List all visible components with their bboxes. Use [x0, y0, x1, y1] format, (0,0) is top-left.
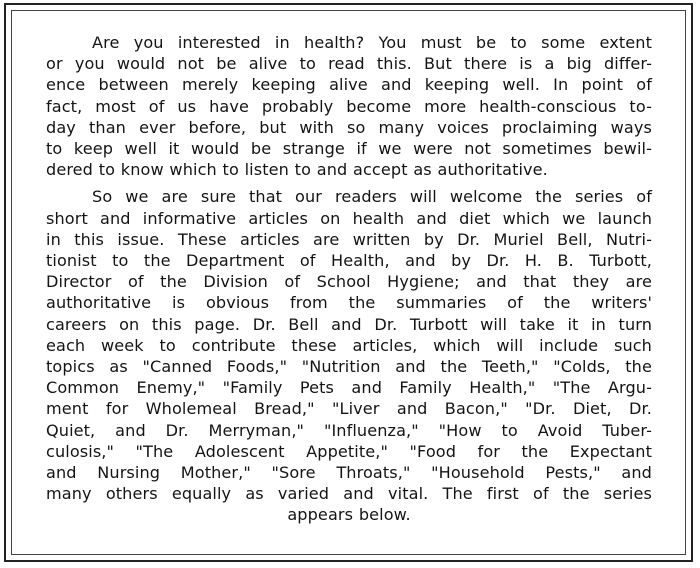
- article-paragraph-1: [46, 32, 652, 180]
- text-line: careers on this page. Dr. Bell and Dr. Turbott will take it in turn: [46, 314, 652, 334]
- text-line: Director of the Division of School Hygiene; and that they are: [46, 272, 652, 292]
- text-line: short and informative articles on health and diet which we launch: [46, 208, 652, 228]
- text-line: day than ever before, but with so many voices proclaiming ways: [46, 117, 652, 137]
- article-text: [46, 32, 652, 526]
- text-line: ence between merely keeping alive and keeping well. In point of: [46, 75, 652, 95]
- text-line: Common Enemy," "Family Pets and Family Health," "The Argu-: [46, 378, 652, 398]
- text-line: many others equally as varied and vital. The first of the series: [46, 484, 652, 504]
- text-line: fact, most of us have probably become more health-conscious to-: [46, 96, 652, 116]
- text-line: Are you interested in health? You must be to some extent: [92, 33, 652, 52]
- text-line: dered to know which to listen to and accept as authoritative.: [46, 160, 548, 180]
- text-line: in this issue. These articles are written by Dr. Muriel Bell, Nutri-: [46, 229, 652, 249]
- text-line: to keep well it would be strange if we were not sometimes bewil-: [46, 139, 652, 159]
- article-paragraph-2: [46, 186, 652, 525]
- text-line: and Nursing Mother," "Sore Throats," "Household Pests," and: [46, 463, 652, 483]
- text-line: or you would not be alive to read this. But there is a big differ-: [46, 54, 652, 74]
- text-line: tionist to the Department of Health, and by Dr. H. B. Turbott,: [46, 251, 652, 271]
- text-line: each week to contribute these articles, which will include such: [46, 335, 652, 355]
- text-line: So we are sure that our readers will welcome the series of: [92, 187, 652, 207]
- text-line: Quiet, and Dr. Merryman," "Influenza," "How to Avoid Tuber-: [46, 420, 652, 440]
- text-line: culosis," "The Adolescent Appetite," "Food for the Expectant: [46, 441, 652, 461]
- text-line: topics as "Canned Foods," "Nutrition and the Teeth," "Colds, the: [46, 357, 652, 377]
- text-line: appears below.: [287, 505, 411, 525]
- text-line: ment for Wholemeal Bread," "Liver and Bacon," "Dr. Diet, Dr.: [46, 399, 652, 419]
- text-line: authoritative is obvious from the summaries of the writers': [46, 293, 652, 313]
